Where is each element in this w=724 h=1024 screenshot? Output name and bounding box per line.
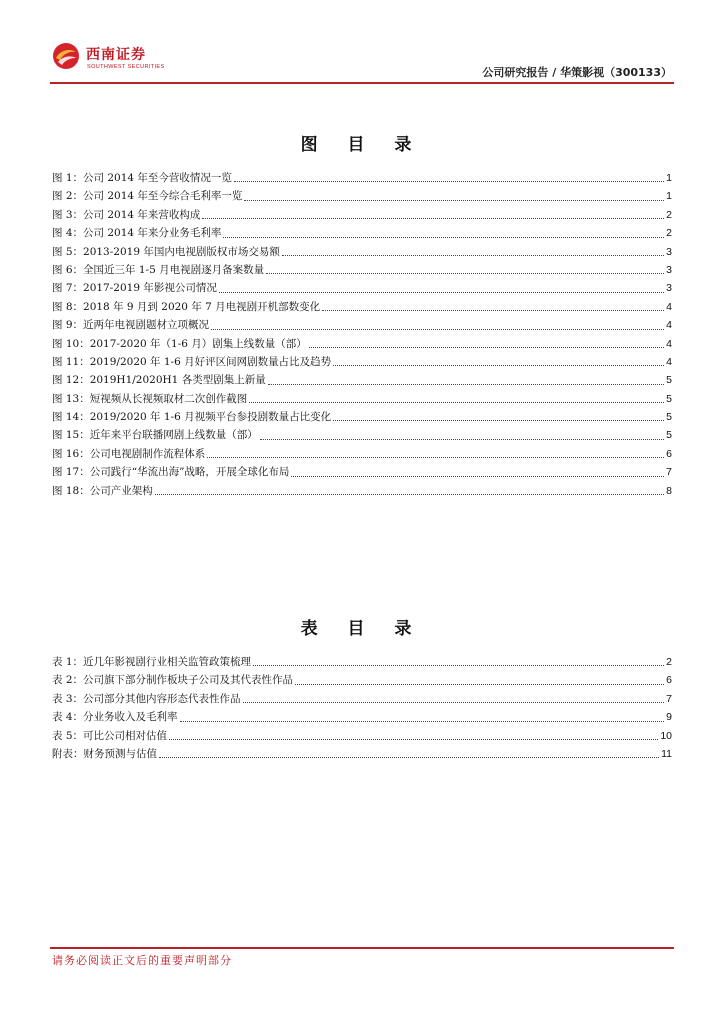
toc-entry-label: 图 14：2019/2020 年 1-6 月视频平台参投剧数量占比变化 — [52, 411, 332, 424]
toc-entry-label: 图 16：公司电视剧制作流程体系 — [52, 447, 206, 460]
toc-dot-leader — [333, 359, 664, 366]
toc-entry-label: 表 3：公司部分其他内容形态代表性作品 — [52, 692, 241, 705]
toc-page-number: 5 — [666, 411, 672, 424]
toc-entry-label: 图 9：近两年电视剧题材立项概况 — [52, 319, 210, 332]
table-toc-entry[interactable] — [52, 727, 672, 745]
toc-dot-leader — [253, 659, 664, 666]
toc-page-number: 9 — [666, 711, 672, 724]
toc-entry-label: 图 4：公司 2014 年来分业务毛利率 — [52, 227, 222, 240]
toc-page-number: 7 — [666, 466, 672, 479]
toc-entry-label: 图 10：2017-2020 年（1-6 月）剧集上线数量（部） — [52, 337, 307, 350]
toc-dot-leader — [291, 470, 664, 477]
tables-toc-list — [52, 653, 672, 763]
figures-toc-title: 图 目 录 — [300, 135, 424, 155]
figure-toc-entry[interactable] — [52, 316, 672, 334]
toc-entry-label: 图 5：2013-2019 年国内电视剧版权市场交易额 — [52, 245, 280, 258]
toc-entry-label: 图 6：全国近三年 1-5 月电视剧逐月备案数量 — [52, 263, 265, 276]
toc-dot-leader — [202, 212, 664, 219]
toc-page-number: 7 — [666, 692, 672, 705]
toc-entry-label: 图 7：2017-2019 年影视公司情况 — [52, 282, 217, 295]
toc-page-number: 10 — [660, 729, 672, 742]
toc-dot-leader — [159, 751, 659, 758]
figures-toc-list — [52, 169, 672, 500]
toc-page-number: 1 — [666, 172, 672, 184]
toc-page-number: 3 — [666, 245, 672, 258]
figure-toc-entry[interactable] — [52, 482, 672, 500]
toc-page-number: 2 — [666, 208, 672, 221]
figure-toc-entry[interactable] — [52, 335, 672, 353]
toc-entry-label: 表 4：分业务收入及毛利率 — [52, 711, 178, 724]
toc-page-number: 4 — [666, 300, 672, 313]
toc-entry-label: 图 13：短视频从长视频取材二次创作截图 — [52, 392, 248, 405]
toc-page-number: 5 — [666, 392, 672, 405]
toc-dot-leader — [207, 451, 664, 458]
toc-entry-label: 表 2：公司旗下部分制作板块子公司及其代表性作品 — [52, 674, 294, 687]
toc-entry-label: 图 15：近年来平台联播网剧上线数量（部） — [52, 429, 258, 442]
figure-toc-entry[interactable] — [52, 353, 672, 371]
toc-entry-label: 图 18：公司产业架构 — [52, 484, 153, 497]
figure-toc-entry[interactable] — [52, 243, 672, 261]
toc-page-number: 6 — [666, 447, 672, 460]
toc-entry-label: 图 17：公司践行“华流出海”战略，开展全球化布局 — [52, 466, 290, 479]
toc-entry-label: 表 5：可比公司相对估值 — [52, 729, 168, 742]
page-header — [50, 40, 674, 80]
table-toc-entry[interactable] — [52, 671, 672, 689]
figure-toc-entry[interactable] — [52, 445, 672, 463]
toc-dot-leader — [282, 249, 664, 256]
toc-dot-leader — [322, 304, 664, 311]
figure-toc-entry[interactable] — [52, 187, 672, 205]
figure-toc-entry[interactable] — [52, 390, 672, 408]
toc-page-number: 2 — [666, 227, 672, 240]
figure-toc-entry[interactable] — [52, 371, 672, 389]
toc-dot-leader — [234, 175, 664, 182]
table-toc-entry[interactable] — [52, 708, 672, 726]
toc-dot-leader — [249, 396, 664, 403]
disclaimer-notice: 请务必阅读正文后的重要声明部分 — [52, 954, 232, 967]
toc-dot-leader — [309, 341, 664, 348]
toc-page-number: 5 — [666, 374, 672, 387]
toc-dot-leader — [333, 414, 664, 421]
toc-entry-label: 图 1：公司 2014 年至今营收情况一览 — [52, 172, 232, 184]
toc-dot-leader — [180, 715, 665, 722]
toc-dot-leader — [244, 194, 664, 201]
toc-page-number: 4 — [666, 319, 672, 332]
table-toc-entry[interactable] — [52, 653, 672, 671]
figure-toc-entry[interactable] — [52, 224, 672, 242]
logo-chinese-name: 西南证券 — [86, 47, 146, 63]
toc-dot-leader — [211, 323, 664, 330]
toc-page-number: 6 — [666, 674, 672, 687]
toc-entry-label: 图 12：2019H1/2020H1 各类型剧集上新量 — [52, 374, 266, 387]
toc-dot-leader — [243, 696, 665, 703]
table-toc-entry[interactable] — [52, 745, 672, 763]
toc-entry-label: 图 8：2018 年 9 月到 2020 年 7 月电视剧开机部数变化 — [52, 300, 321, 313]
toc-entry-label: 图 2：公司 2014 年至今综合毛利率一览 — [52, 190, 243, 203]
toc-page-number: 4 — [666, 337, 672, 350]
figure-toc-entry[interactable] — [52, 206, 672, 224]
figure-toc-entry[interactable] — [52, 169, 672, 187]
toc-dot-leader — [219, 286, 664, 293]
toc-dot-leader — [155, 488, 664, 495]
toc-dot-leader — [223, 231, 664, 238]
toc-page-number: 1 — [666, 190, 672, 203]
toc-entry-label: 图 3：公司 2014 年来营收构成 — [52, 208, 201, 221]
toc-dot-leader — [268, 378, 664, 385]
toc-dot-leader — [169, 733, 658, 740]
toc-dot-leader — [260, 433, 664, 440]
logo-english-name: SOUTHWEST SECURITIES — [87, 64, 165, 70]
toc-page-number: 2 — [666, 656, 672, 668]
report-title: 公司研究报告 / 华策影视（300133） — [482, 66, 672, 79]
toc-dot-leader — [266, 267, 664, 274]
toc-page-number: 11 — [661, 747, 672, 760]
toc-entry-label: 表 1：近几年影视剧行业相关监管政策梳理 — [52, 656, 252, 668]
toc-page-number: 8 — [666, 484, 672, 497]
logo-emblem-icon — [52, 42, 80, 70]
toc-page-number: 3 — [666, 282, 672, 295]
toc-entry-label: 图 11：2019/2020 年 1-6 月好评区间网剧数量占比及趋势 — [52, 355, 332, 368]
tables-toc-title: 表 目 录 — [300, 619, 424, 639]
toc-page-number: 5 — [666, 429, 672, 442]
figure-toc-entry[interactable] — [52, 463, 672, 481]
toc-dot-leader — [295, 678, 664, 685]
figure-toc-entry[interactable] — [52, 298, 672, 316]
header-divider — [50, 82, 674, 84]
figure-toc-entry[interactable] — [52, 261, 672, 279]
table-toc-entry[interactable] — [52, 690, 672, 708]
figure-toc-entry[interactable] — [52, 279, 672, 297]
figure-toc-entry[interactable] — [52, 408, 672, 426]
figure-toc-entry[interactable] — [52, 426, 672, 444]
toc-entry-label: 附表：财务预测与估值 — [52, 747, 157, 760]
toc-page-number: 4 — [666, 355, 672, 368]
toc-page-number: 3 — [666, 263, 672, 276]
footer-divider — [50, 947, 674, 949]
